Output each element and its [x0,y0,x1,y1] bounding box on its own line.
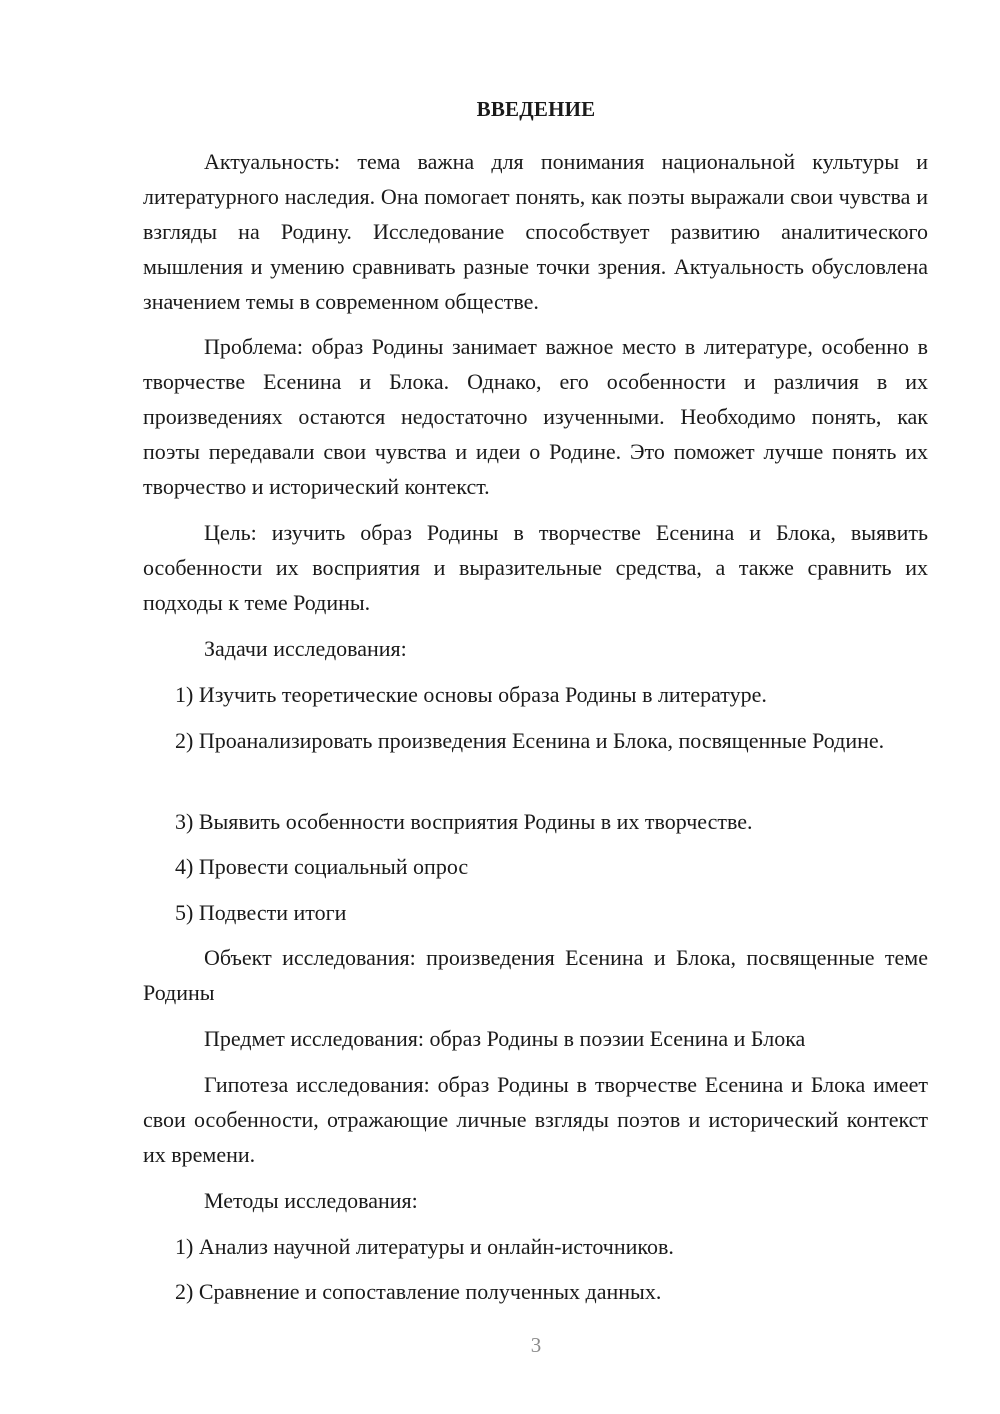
relevance-paragraph: Актуальность: тема важна для понимания национальной культуры и литературного наследия. Она помогает понять, как поэты выражали свои чувства и взгляды на Родину. Исследование способствует развитию аналитического мышления и умению сравнивать разные точки зрения. Актуальность обусловлена значением темы в современном обществе. [143,149,928,314]
section-heading: ВВЕДЕНИЕ [476,97,596,121]
task-item: 1) Изучить теоретические основы образа Родины в литературе. [175,682,767,707]
hypothesis-paragraph: Гипотеза исследования: образ Родины в творчестве Есенина и Блока имеет свои особенности, отражающие личные взгляды поэтов и исторический контекст их времени. [143,1072,928,1167]
task-item: 3) Выявить особенности восприятия Родины в их творчестве. [175,809,753,834]
goal-paragraph: Цель: изучить образ Родины в творчестве Есенина и Блока, выявить особенности их восприятия и выразительные средства, а также сравнить их подходы к теме Родины. [143,520,928,615]
task-item: 5) Подвести итоги [175,900,347,925]
task-item: 4) Провести социальный опрос [175,854,469,879]
task-item: 2) Проанализировать произведения Есенина и Блока, посвященные Родине. [175,728,885,753]
method-item: 1) Анализ научной литературы и онлайн-источников. [175,1234,674,1259]
object-paragraph: Объект исследования: произведения Есенина и Блока, посвященные теме Родины [143,945,928,1005]
page-number: 3 [530,1333,542,1357]
method-item: 2) Сравнение и сопоставление полученных данных. [175,1279,662,1304]
tasks-title: Задачи исследования: [204,636,407,661]
problem-paragraph: Проблема: образ Родины занимает важное место в литературе, особенно в творчестве Есенина и Блока. Однако, его особенности и различия в их произведениях остаются недостаточно изученными. Необходимо понять, как поэты передавали свои чувства и идеи о Родине. Это поможет лучше понять их творчество и исторический контекст. [143,334,928,499]
subject-paragraph: Предмет исследования: образ Родины в поэзии Есенина и Блока [204,1026,806,1051]
methods-title: Методы исследования: [204,1188,418,1213]
